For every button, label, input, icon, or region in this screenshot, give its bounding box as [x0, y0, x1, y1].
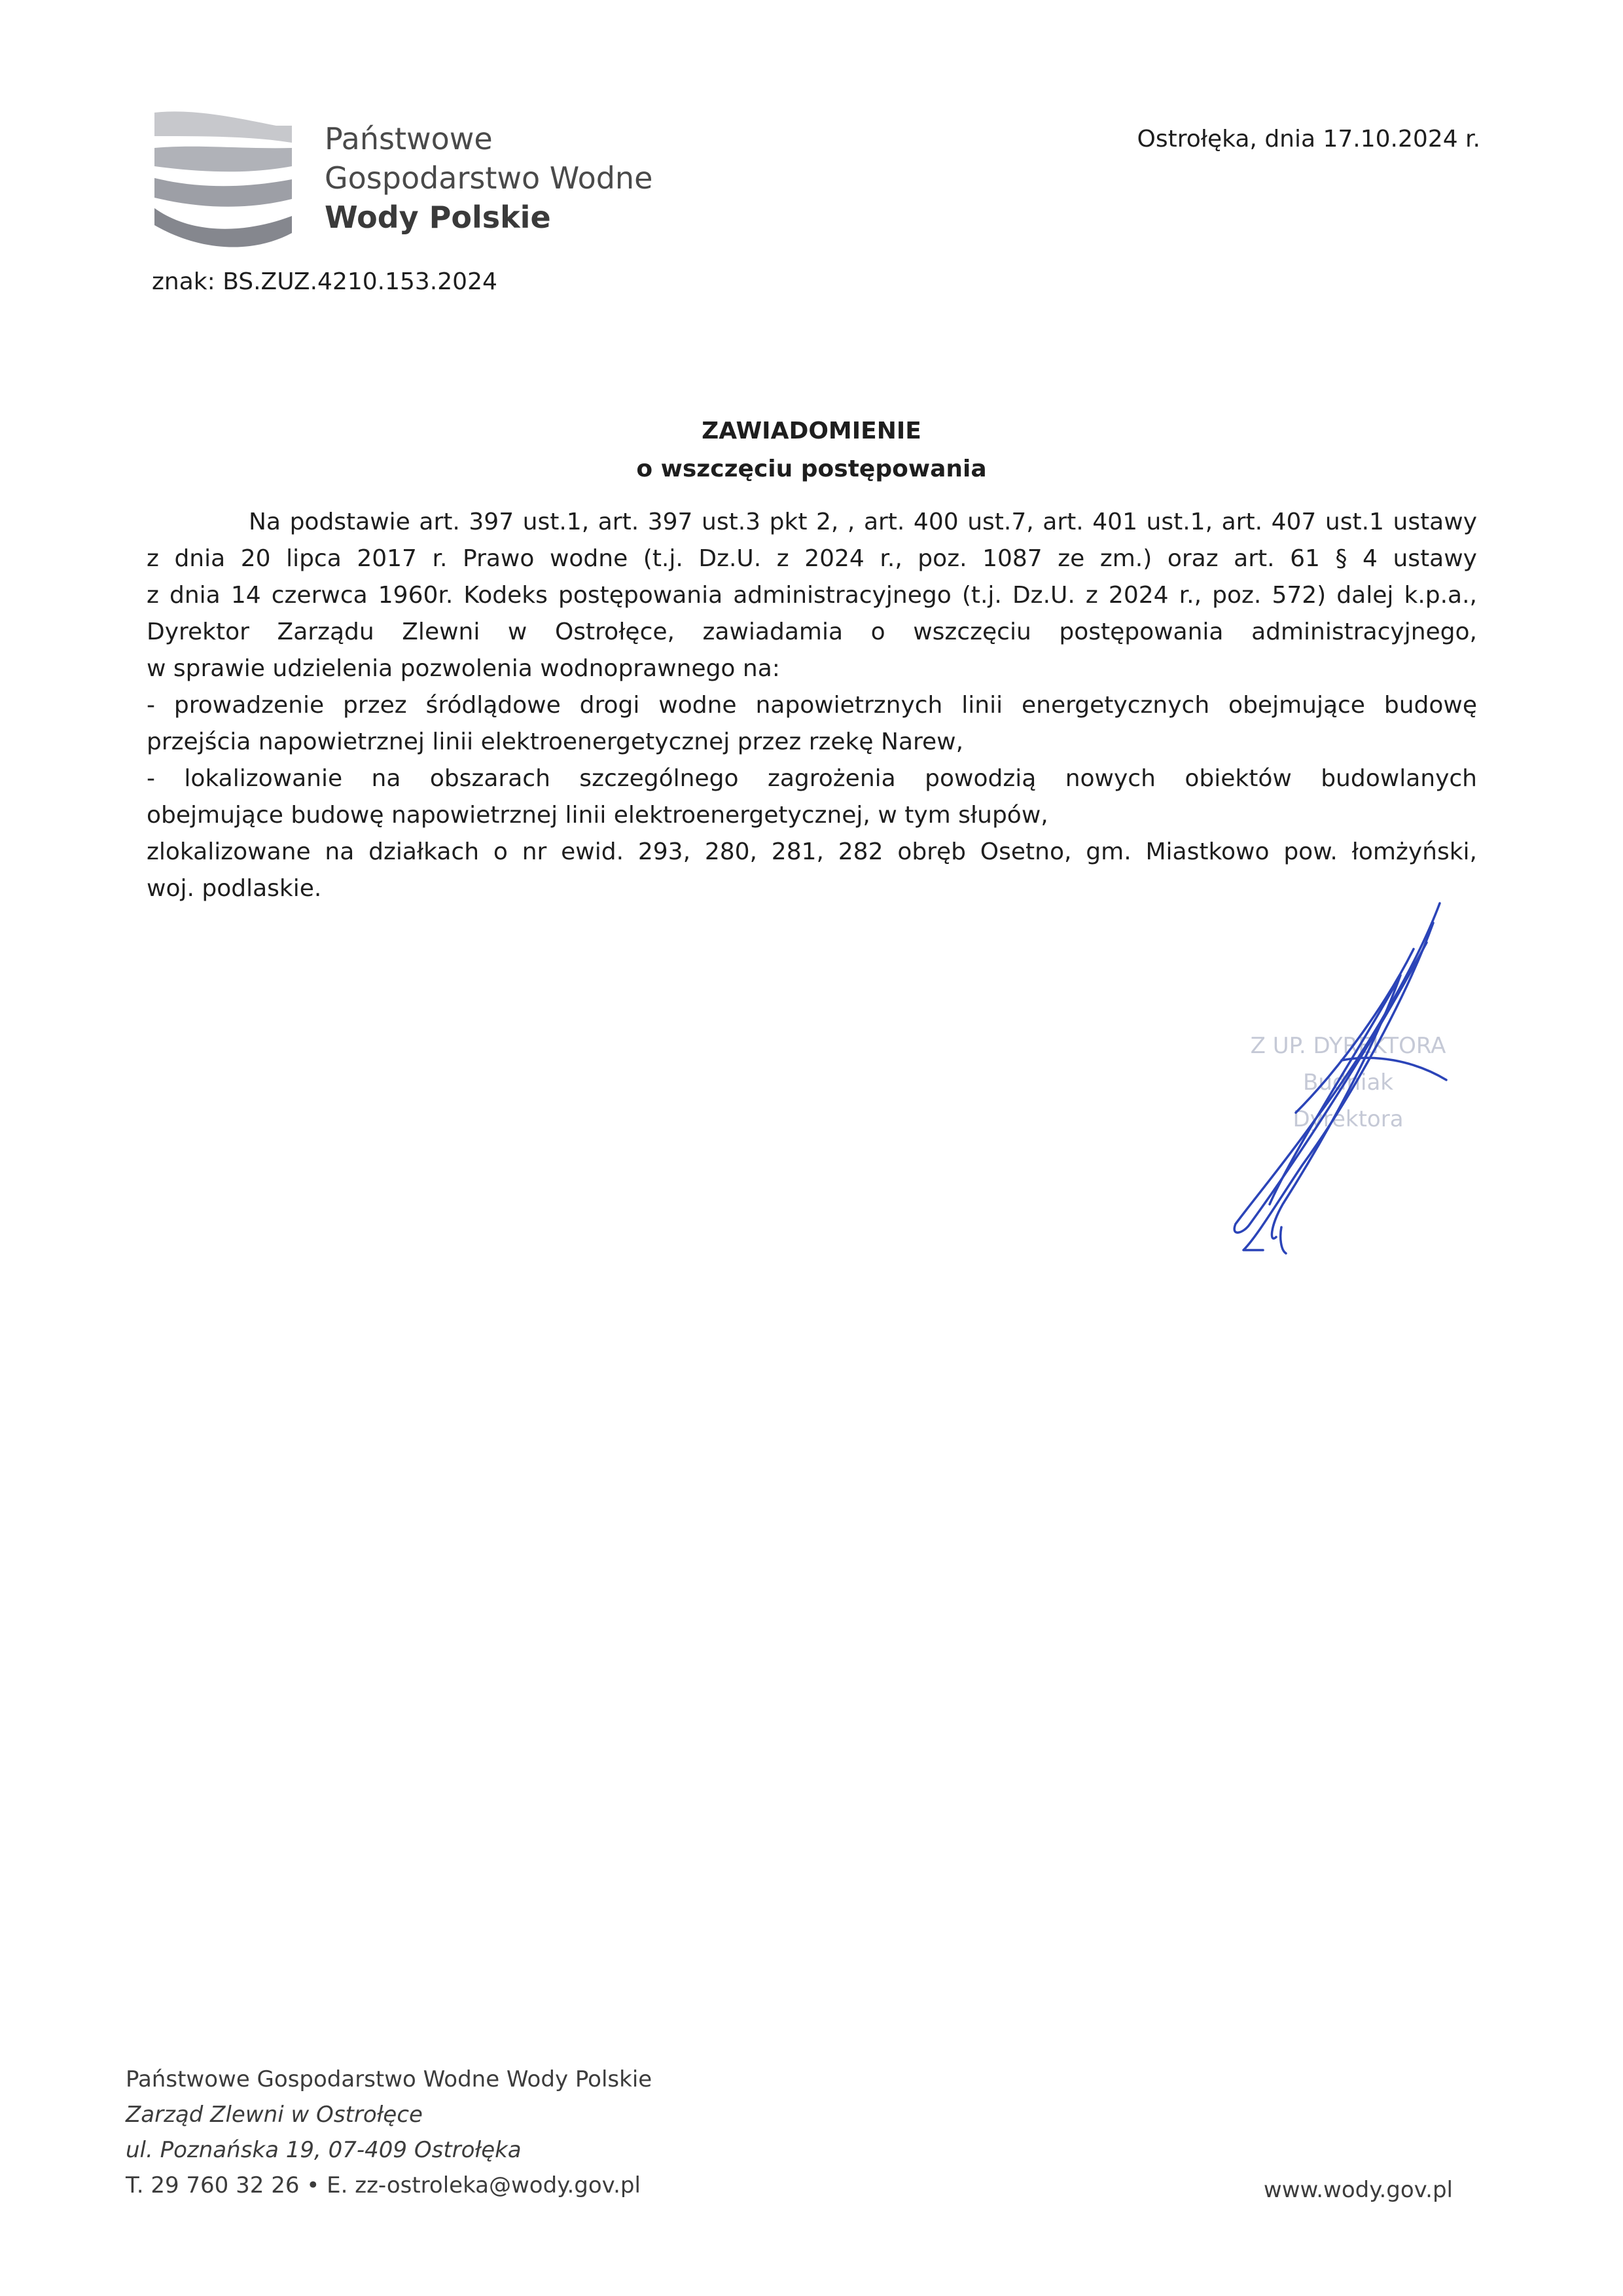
document-body	[147, 504, 1477, 907]
logo-line-3: Wody Polskie	[325, 200, 551, 235]
body-line: Na podstawie art. 397 ust.1, art. 397 ust.3 pkt 2, , art. 400 ust.7, art. 401 ust.1, art. 407 ust.1 ustawy	[249, 509, 1477, 535]
document-subtitle: o wszczęciu postępowania	[636, 456, 987, 482]
footer-address: ul. Poznańska 19, 07-409 Ostrołęka	[126, 2137, 522, 2163]
body-line: - lokalizowanie na obszarach szczególnego zagrożenia powodzią nowych obiektów budowlanych	[147, 765, 1477, 792]
stamp-line: Dyrektora	[1293, 1106, 1404, 1132]
logo-line-1: Państwowe	[325, 121, 493, 156]
footer-unit: Zarząd Zlewni w Ostrołęce	[126, 2102, 423, 2128]
body-line: przejścia napowietrznej linii elektroenergetycznej przez rzekę Narew,	[147, 728, 964, 755]
body-line: woj. podlaskie.	[147, 875, 322, 902]
body-line: z dnia 14 czerwca 1960r. Kodeks postępowania administracyjnego (t.j. Dz.U. z 2024 r., poz. 572) dalej k.p.a.,	[147, 582, 1477, 609]
body-line: w sprawie udzielenia pozwolenia wodnoprawnego na:	[147, 655, 780, 682]
stamp-line: Budniak	[1303, 1069, 1393, 1096]
footer-website: www.wody.gov.pl	[1263, 2177, 1453, 2203]
logo-line-2: Gospodarstwo Wodne	[325, 160, 653, 196]
document-title: ZAWIADOMIENIE	[702, 418, 921, 444]
reference-number: znak: BS.ZUZ.4210.153.2024	[152, 268, 497, 295]
footer	[126, 2062, 652, 2203]
handwritten-signature	[1204, 897, 1505, 1263]
body-line: Dyrektor Zarządu Zlewni w Ostrołęce, zawiadamia o wszczęciu postępowania administracyjnego,	[147, 619, 1477, 645]
footer-organization: Państwowe Gospodarstwo Wodne Wody Polskie	[126, 2066, 652, 2092]
logo-waves-icon	[152, 110, 297, 253]
body-line: zlokalizowane na działkach o nr ewid. 293, 280, 281, 282 obręb Osetno, gm. Miastkowo pow. łomżyński,	[147, 838, 1477, 865]
body-line: - prowadzenie przez śródlądowe drogi wodne napowietrznych linii energetycznych obejmujące budowę	[147, 692, 1477, 719]
body-line: obejmujące budowę napowietrznej linii elektroenergetycznej, w tym słupów,	[147, 802, 1048, 829]
logo-text	[325, 119, 652, 237]
body-line: z dnia 20 lipca 2017 r. Prawo wodne (t.j. Dz.U. z 2024 r., poz. 1087 ze zm.) oraz art. 61 § 4 ustawy	[147, 545, 1477, 572]
place-date: Ostrołęka, dnia 17.10.2024 r.	[1137, 126, 1480, 152]
footer-contact: T. 29 760 32 26 • E. zz-ostroleka@wody.gov.pl	[126, 2172, 641, 2198]
stamp-line: Z UP. DYREKTORA	[1250, 1033, 1446, 1059]
